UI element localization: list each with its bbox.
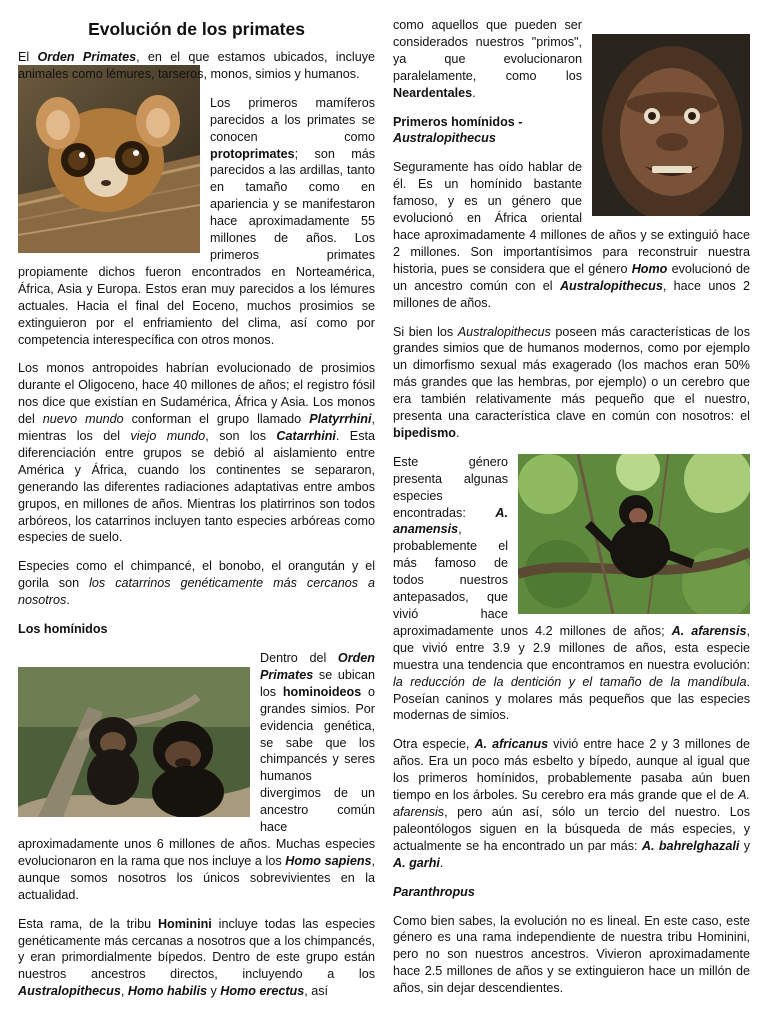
text-run: . Esta diferenciación entre grupos se debió al aislamiento entre América y África, cuando los continentes se separaron, generando las diferentes radiaciones adaptativas entre ambos grupos, en millones de años. Mientras los platirrinos son todos arbóreos, los catarrinos incluyen tanto especies arbóreas como especies de suelo. — [18, 429, 375, 545]
text-run: Otra especie, — [393, 737, 475, 752]
text-run: y — [206, 984, 221, 999]
text-run: Especies como el chimpancé, el bonobo, el orangután y el gorila son — [18, 559, 375, 591]
hominini-paragraph — [18, 916, 375, 1001]
text-run: Los monos antropoides habrían evolucionado de prosimios durante el Oligoceno, hace 40 millones de años; el registro fósil nos dice que existían en Sudamérica, África y Asia. Los monos del — [18, 361, 375, 427]
bold-term: Neardentales — [393, 85, 473, 100]
italic-term: nuevo mundo — [42, 412, 124, 427]
bold-term: bipedismo — [393, 425, 456, 440]
heading-run: Paranthropus — [393, 884, 475, 899]
bold-term: Platyrrhini — [309, 412, 372, 427]
text-run: . — [472, 85, 476, 100]
bold-term: hominoideos — [282, 684, 362, 699]
text-run: evolucionó de un ancestro común con el — [393, 261, 750, 293]
bold-term: Catarrhini — [276, 429, 336, 444]
bold-term: A. afarensis — [671, 623, 747, 638]
left-column — [18, 0, 375, 1000]
bold-term: A. anamensis — [393, 505, 508, 537]
bold-term: Orden Primates — [260, 651, 375, 682]
text-run: . Poseían caninos y molares más pequeños que las especies modernas de simios. — [393, 674, 750, 723]
italic-term: A. afarensis — [393, 788, 750, 819]
text-run: , mientras los del — [18, 412, 375, 444]
text-run: Este género presenta algunas especies encontradas: — [393, 454, 508, 520]
text-run: . — [439, 855, 444, 870]
section-heading-hominidos: Los homínidos — [18, 622, 108, 637]
italic-term: Australopithecus — [457, 324, 551, 339]
italic-term: los catarrinos genéticamente más cercanos a nosotros — [18, 576, 375, 608]
text-run: como aquellos que pueden ser considerados nuestros "primos", ya que evolucionaron paralelamente, como los — [393, 18, 582, 83]
text-run: , son los — [205, 429, 277, 444]
intro-paragraph — [18, 49, 375, 83]
text-run: o grandes simios. Por evidencia genética, se sabe que los chimpancés y seres humanos divergimos de un ancestro común hace aproximadamente unos 6 millones de años. Muchas especies evolucionaron en la rama que nos incluye a los — [18, 684, 375, 868]
text-run: Esta rama, de la tribu — [18, 916, 158, 931]
text-run: ; son más parecidos a las ardillas, tanto en tamaño como en apariencia y se manifestaron hace aproximadamente 55 millones de años. Los primeros primates propiamente dichos fueron encontrados en Norteamérica, África, Asia y Europa. Estos eran muy parecidos a los lémures actuales. Hacia el final del Eoceno, muchos prosimios se extinguieron por el enfriamiento del clima, así como por competencia interespecífica con otros monos. — [18, 146, 375, 347]
text-run: Los primeros mamíferos parecidos a los primates se conocen como — [210, 95, 375, 144]
bold-term: Orden Primates — [37, 50, 137, 64]
catarrinos-paragraph — [18, 558, 375, 609]
bold-term: Australopithecus — [18, 984, 121, 999]
heading-run: Primeros homínidos - — [393, 114, 523, 129]
text-run: , aunque somos nosotros los únicos sobrevivientes en la actualidad. — [18, 853, 376, 902]
antropoides-paragraph — [18, 360, 375, 546]
chimpanzee-in-tree-photo — [518, 454, 750, 614]
bold-term: protoprimates — [210, 146, 295, 161]
text-run: poseen más características de los grandes simios que de humanos modernos, como por ejemplo un dimorfismo sexual más exagerado (los machos eran 50% más grandes que las hembras, por ejemplo) o un cerebro que era también relativamente más pequeño que el nuestro, presenta una característica clave en común con nosotros: el — [393, 324, 750, 424]
text-run: incluye todas las especies genéticamente más cercanas a nosotros que a los chimpancés, y eran primordialmente bípedos. Dentro de este grupo están nuestros ancestros directos, incluyendo a los — [18, 916, 376, 982]
italic-term: viejo mundo — [130, 429, 206, 444]
text-run: . — [455, 425, 460, 440]
bold-term: A. bahrelghazali — [641, 838, 740, 853]
bold-term: Australopithecus — [559, 278, 663, 293]
bold-term: A. garhi — [393, 855, 440, 870]
paranthropus-paragraph: Como bien sabes, la evolución no es lineal. En este caso, este género es una rama independiente de nuestra tribu Hominini, pero no son nuestros ancestros. Vivieron aproximadamente hace 2.5 millones de años y se extinguieron hace un millón de años, sin dejar descendientes. — [393, 913, 750, 996]
chimpanzees-photo — [18, 667, 250, 817]
bold-term: Homo — [631, 261, 668, 276]
text-run: Dentro del — [260, 651, 338, 665]
bold-term: Homo habilis — [127, 984, 207, 999]
bipedismo-paragraph — [393, 324, 750, 442]
text-run: , así — [304, 984, 329, 999]
mouse-lemur-photo — [18, 65, 200, 253]
text-run: El — [18, 50, 38, 64]
text-run: . — [66, 593, 70, 608]
bold-term: Hominini — [157, 916, 212, 931]
right-column — [393, 17, 750, 1009]
bold-term: Homo erectus — [220, 984, 305, 999]
heading-run: Australopithecus — [393, 131, 496, 146]
bold-term: A. africanus — [474, 737, 549, 752]
text-run: , en el que estamos ubicados, incluye animales como lémures, tarseros, monos, simios y humanos. — [18, 50, 375, 81]
text-run: , pero aún así, sólo un tercio del nuestro. Los paleontólogos siguen en la búsqueda de más especies, y actualmente se ha encontrado un par más: — [393, 804, 750, 853]
text-run: , hace unos 2 millones de años. — [393, 278, 750, 310]
bold-term: Homo sapiens — [285, 853, 372, 868]
text-run: y — [739, 838, 751, 853]
text-run: , que vivió entre 3.9 y 2.9 millones de años, esta especie muestra una tendencia que encontramos en nuestra evolución: — [393, 623, 751, 672]
text-run: Seguramente has oído hablar de él. Es un homínido bastante famoso, y es un género que evolucionó en África oriental hace aproximadamente 4 millones de años y se extinguió hace 2 millones. Son importantísimos para reconstruir nuestra historia, pues se considera que el género — [393, 160, 750, 276]
text-run: , probablemente el más famoso de todos nuestros antepasados, que vivió hace aproximadamente unos 4.2 millones de años; — [393, 522, 672, 638]
text-run: Si bien los — [393, 324, 458, 339]
italic-term: la reducción de la dentición y el tamaño de la mandíbula — [393, 674, 747, 689]
africanus-paragraph — [393, 736, 750, 871]
text-run: se ubican los — [260, 667, 375, 699]
text-run: conforman el grupo llamado — [123, 412, 310, 427]
text-run: vivió entre hace 2 y 3 millones de años. Era un poco más esbelto y bípedo, aunque al igual que los primeros homínidos, probablemente pasaba aún buen tiempo en los árboles. Su cerebro era más grande que el de — [393, 737, 750, 803]
text-run: , — [120, 984, 128, 999]
page-title: Evolución de los primates — [88, 19, 305, 39]
australopithecus-reconstruction-photo — [592, 34, 750, 216]
section-heading-paranthropus — [393, 884, 750, 901]
